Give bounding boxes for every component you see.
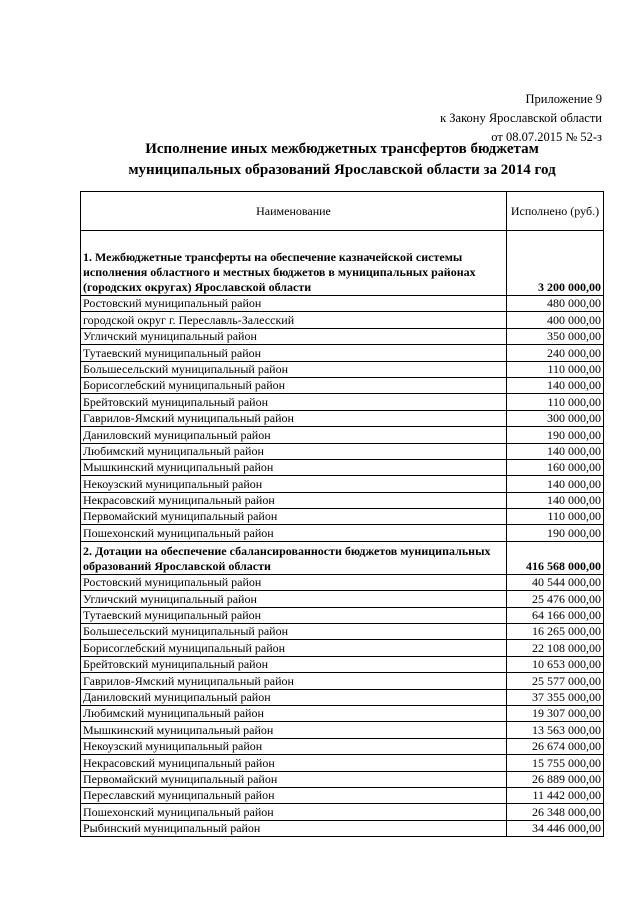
row-name: Рыбинский муниципальный район bbox=[81, 820, 507, 836]
row-value: 40 544 000,00 bbox=[507, 574, 604, 590]
row-name: Мышкинский муниципальный район bbox=[81, 722, 507, 738]
header-name: Наименование bbox=[81, 192, 507, 231]
row-name: Любимский муниципальный район bbox=[81, 705, 507, 721]
row-name: Некоузский муниципальный район bbox=[81, 738, 507, 754]
row-name: городской округ г. Переславль-Залесский bbox=[81, 312, 507, 328]
table-row bbox=[81, 459, 604, 475]
section-title: 2. Дотации на обеспечение сбалансированности бюджетов муниципальных образований Ярославской области bbox=[81, 541, 507, 574]
table-row bbox=[81, 820, 604, 836]
table-row bbox=[81, 509, 604, 525]
row-value: 240 000,00 bbox=[507, 345, 604, 361]
row-value: 140 000,00 bbox=[507, 492, 604, 508]
table-row bbox=[81, 443, 604, 459]
row-value: 37 355 000,00 bbox=[507, 689, 604, 705]
row-value: 34 446 000,00 bbox=[507, 820, 604, 836]
table-row bbox=[81, 689, 604, 705]
row-value: 140 000,00 bbox=[507, 377, 604, 393]
table-row bbox=[81, 738, 604, 754]
row-value: 350 000,00 bbox=[507, 328, 604, 344]
row-name: Гаврилов-Ямский муниципальный район bbox=[81, 410, 507, 426]
row-value: 110 000,00 bbox=[507, 509, 604, 525]
row-name: Борисоглебский муниципальный район bbox=[81, 377, 507, 393]
header-value: Исполнено (руб.) bbox=[507, 192, 604, 231]
row-value: 26 889 000,00 bbox=[507, 771, 604, 787]
row-name: Некрасовский муниципальный район bbox=[81, 492, 507, 508]
table-row bbox=[81, 755, 604, 771]
row-value: 300 000,00 bbox=[507, 410, 604, 426]
table-row bbox=[81, 607, 604, 623]
row-value: 190 000,00 bbox=[507, 427, 604, 443]
section-total: 416 568 000,00 bbox=[507, 541, 604, 574]
table-row bbox=[81, 640, 604, 656]
row-name: Даниловский муниципальный район bbox=[81, 689, 507, 705]
document-title bbox=[0, 139, 640, 181]
table-row bbox=[81, 656, 604, 672]
row-name: Брейтовский муниципальный район bbox=[81, 656, 507, 672]
row-name: Угличский муниципальный район bbox=[81, 328, 507, 344]
row-name: Большесельский муниципальный район bbox=[81, 624, 507, 640]
row-value: 26 348 000,00 bbox=[507, 804, 604, 820]
row-name: Ростовский муниципальный район bbox=[81, 296, 507, 312]
row-value: 190 000,00 bbox=[507, 525, 604, 541]
title-line-1: Исполнение иных межбюджетных трансфертов бюджетам bbox=[145, 141, 539, 157]
section-row bbox=[81, 231, 604, 296]
table-row bbox=[81, 624, 604, 640]
row-value: 13 563 000,00 bbox=[507, 722, 604, 738]
table-row bbox=[81, 427, 604, 443]
table-row bbox=[81, 525, 604, 541]
table-row bbox=[81, 574, 604, 590]
table-row bbox=[81, 673, 604, 689]
row-value: 22 108 000,00 bbox=[507, 640, 604, 656]
annex-law: к Закону Ярославской области bbox=[440, 111, 602, 125]
row-value: 26 674 000,00 bbox=[507, 738, 604, 754]
section-title: 1. Межбюджетные трансферты на обеспечение казначейской системы исполнения областного и местных бюджетов в муниципальных районах (городских округах) Ярославской области bbox=[81, 231, 507, 296]
row-name: Пошехонский муниципальный район bbox=[81, 804, 507, 820]
table-row bbox=[81, 377, 604, 393]
table-row bbox=[81, 394, 604, 410]
section-row bbox=[81, 541, 604, 574]
transfers-table bbox=[80, 191, 604, 837]
annex-number: Приложение 9 bbox=[525, 92, 602, 106]
row-name: Угличский муниципальный район bbox=[81, 591, 507, 607]
table-row bbox=[81, 345, 604, 361]
row-name: Брейтовский муниципальный район bbox=[81, 394, 507, 410]
row-value: 400 000,00 bbox=[507, 312, 604, 328]
row-name: Большесельский муниципальный район bbox=[81, 361, 507, 377]
row-name: Борисоглебский муниципальный район bbox=[81, 640, 507, 656]
row-name: Первомайский муниципальный район bbox=[81, 509, 507, 525]
title-line-2: муниципальных образований Ярославской области за 2014 год bbox=[128, 162, 556, 178]
row-value: 15 755 000,00 bbox=[507, 755, 604, 771]
row-value: 25 476 000,00 bbox=[507, 591, 604, 607]
row-name: Тутаевский муниципальный район bbox=[81, 345, 507, 361]
table-row bbox=[81, 476, 604, 492]
row-name: Первомайский муниципальный район bbox=[81, 771, 507, 787]
annex-date: от 08.07.2015 № 52-з bbox=[491, 130, 602, 144]
row-name: Ростовский муниципальный район bbox=[81, 574, 507, 590]
row-value: 64 166 000,00 bbox=[507, 607, 604, 623]
row-name: Мышкинский муниципальный район bbox=[81, 459, 507, 475]
row-name: Переславский муниципальный район bbox=[81, 787, 507, 803]
row-name: Даниловский муниципальный район bbox=[81, 427, 507, 443]
row-name: Некоузский муниципальный район bbox=[81, 476, 507, 492]
section-total: 3 200 000,00 bbox=[507, 231, 604, 296]
table-row bbox=[81, 328, 604, 344]
row-value: 110 000,00 bbox=[507, 394, 604, 410]
row-value: 140 000,00 bbox=[507, 476, 604, 492]
row-value: 16 265 000,00 bbox=[507, 624, 604, 640]
row-value: 25 577 000,00 bbox=[507, 673, 604, 689]
row-name: Гаврилов-Ямский муниципальный район bbox=[81, 673, 507, 689]
row-value: 110 000,00 bbox=[507, 361, 604, 377]
table-row bbox=[81, 410, 604, 426]
table-row bbox=[81, 771, 604, 787]
table-row bbox=[81, 492, 604, 508]
table-row bbox=[81, 361, 604, 377]
row-value: 480 000,00 bbox=[507, 296, 604, 312]
row-value: 160 000,00 bbox=[507, 459, 604, 475]
row-value: 19 307 000,00 bbox=[507, 705, 604, 721]
row-name: Тутаевский муниципальный район bbox=[81, 607, 507, 623]
row-value: 11 442 000,00 bbox=[507, 787, 604, 803]
row-name: Некрасовский муниципальный район bbox=[81, 755, 507, 771]
row-name: Пошехонский муниципальный район bbox=[81, 525, 507, 541]
row-name: Любимский муниципальный район bbox=[81, 443, 507, 459]
table-row bbox=[81, 787, 604, 803]
table-row bbox=[81, 591, 604, 607]
row-value: 140 000,00 bbox=[507, 443, 604, 459]
table-row bbox=[81, 312, 604, 328]
table-header bbox=[81, 192, 604, 231]
table-row bbox=[81, 705, 604, 721]
row-value: 10 653 000,00 bbox=[507, 656, 604, 672]
table-row bbox=[81, 722, 604, 738]
table-row bbox=[81, 804, 604, 820]
table-row bbox=[81, 296, 604, 312]
